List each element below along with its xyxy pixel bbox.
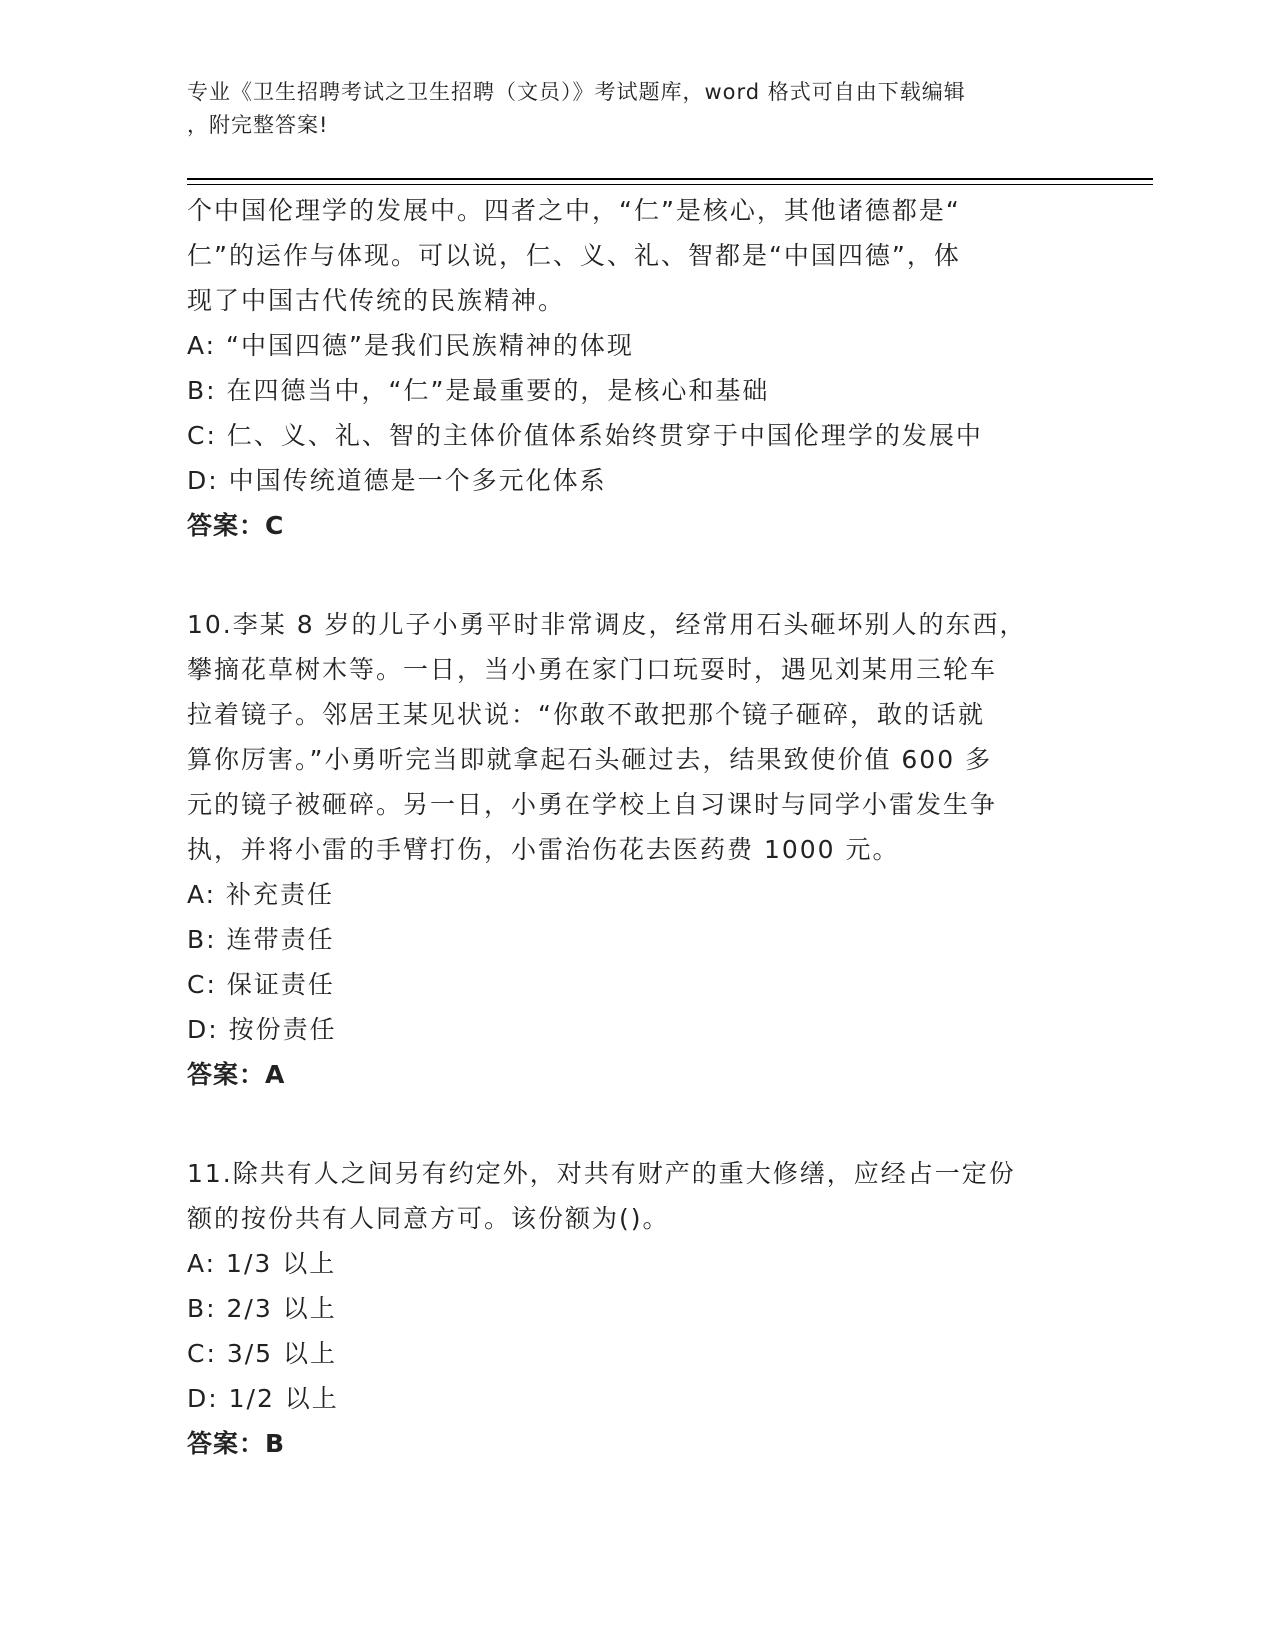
header-divider-thin	[187, 184, 1153, 185]
option-d: D: 按份责任	[187, 1015, 337, 1044]
spacer	[187, 1097, 1087, 1151]
answer-label: 答案：A	[187, 1060, 286, 1089]
answer-label: 答案：C	[187, 511, 285, 540]
question-text-line: 现了中国古代传统的民族精神。	[187, 286, 566, 315]
question-text-line: 个中国伦理学的发展中。四者之中，“仁”是核心，其他诸德都是“	[187, 196, 961, 225]
question-text-line: 10.李某 8 岁的儿子小勇平时非常调皮，经常用石头砸坏别人的东西，	[187, 610, 1027, 639]
header-line-2: ，附完整答案!	[187, 113, 329, 137]
header-line-1: 专业《卫生招聘考试之卫生招聘（文员）》考试题库，word 格式可自由下载编辑	[187, 80, 966, 104]
question-text-line: 拉着镜子。邻居王某见状说：“你敢不敢把那个镜子砸碎，敢的话就	[187, 700, 985, 729]
option-b: B: 在四德当中，“仁”是最重要的，是核心和基础	[187, 376, 770, 405]
question-11	[187, 1151, 1087, 1466]
question-9-continuation	[187, 188, 1087, 548]
spacer	[187, 548, 1087, 602]
option-a: A: 1/3 以上	[187, 1249, 337, 1278]
header-divider-thick	[187, 178, 1153, 180]
option-d: D: 中国传统道德是一个多元化体系	[187, 466, 607, 495]
option-a: A: 补充责任	[187, 880, 335, 909]
question-text-line: 仁”的运作与体现。可以说，仁、义、礼、智都是“中国四德”，体	[187, 241, 961, 270]
question-content	[187, 188, 1087, 1466]
question-text-line: 额的按份共有人同意方可。该份额为()。	[187, 1204, 670, 1233]
question-text-line: 执，并将小雷的手臂打伤，小雷治伤花去医药费 1000 元。	[187, 835, 900, 864]
option-c: C: 保证责任	[187, 970, 335, 999]
question-10	[187, 602, 1087, 1097]
question-text-line: 攀摘花草树木等。一日，当小勇在家门口玩耍时，遇见刘某用三轮车	[187, 655, 998, 684]
question-text-line: 元的镜子被砸碎。另一日，小勇在学校上自习课时与同学小雷发生争	[187, 790, 998, 819]
option-c: C: 仁、义、礼、智的主体价值体系始终贯穿于中国伦理学的发展中	[187, 421, 983, 450]
question-text-line: 11.除共有人之间另有约定外，对共有财产的重大修缮，应经占一定份	[187, 1159, 1016, 1188]
option-b: B: 2/3 以上	[187, 1294, 337, 1323]
answer-label: 答案：B	[187, 1429, 286, 1458]
document-header	[187, 76, 1067, 142]
option-c: C: 3/5 以上	[187, 1339, 338, 1368]
option-d: D: 1/2 以上	[187, 1384, 339, 1413]
option-a: A: “中国四德”是我们民族精神的体现	[187, 331, 634, 360]
option-b: B: 连带责任	[187, 925, 335, 954]
question-text-line: 算你厉害。”小勇听完当即就拿起石头砸过去，结果致使价值 600 多	[187, 745, 993, 774]
